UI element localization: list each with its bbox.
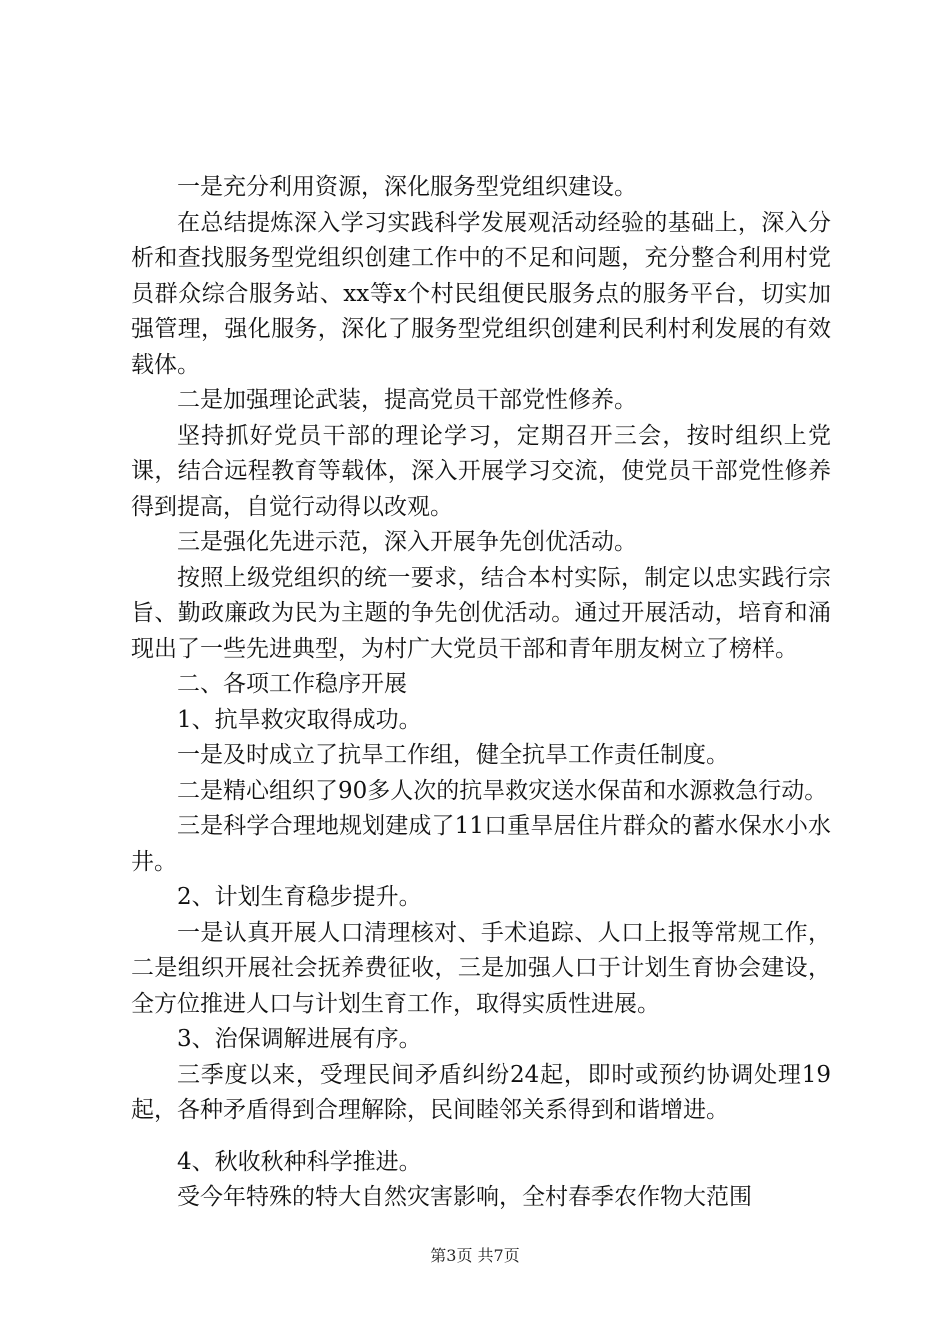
paragraph-12: 受今年特殊的特大自然灾害影响，全村春季农作物大范围 xyxy=(177,1184,752,1210)
section-heading-2: 二、各项工作稳序开展 xyxy=(177,671,407,697)
subheading-4: 4、秋收秋种科学推进。 xyxy=(177,1148,422,1175)
paragraph-1: 一是充分利用资源，深化服务型党组织建设。 xyxy=(177,174,637,200)
subheading-1: 1、抗旱救灾取得成功。 xyxy=(177,706,422,733)
subheading-2: 2、计划生育稳步提升。 xyxy=(177,884,422,910)
page-footer xyxy=(0,1243,950,1266)
paragraph-5: 三是强化先进示范，深入开展争先创优活动。 xyxy=(177,529,637,555)
paragraph-8: 二是精心组织了90多人次的抗旱救灾送水保苗和水源救急行动。 xyxy=(177,777,828,804)
paragraph-4: 坚持抓好党员干部的理论学习，定期召开三会，按时组织上党课，结合远程教育等载体，深入开展学习交流，使党员干部党性修养得到提高，自觉行动得以改观。 xyxy=(131,422,831,520)
paragraph-10: 一是认真开展人口清理核对、手术追踪、人口上报等常规工作，二是组织开展社会抚养费征收，三是加强人口于计划生育协会建设，全方位推进人口与计划生育工作，取得实质性进展。 xyxy=(131,919,831,1017)
paragraph-11: 三季度以来，受理民间矛盾纠纷24起，即时或预约协调处理19起，各种矛盾得到合理解除，民间睦邻关系得到和谐增进。 xyxy=(131,1061,831,1123)
page-number: 第3页 共7页 xyxy=(430,1246,520,1265)
paragraph-9: 三是科学合理地规划建成了11口重旱居住片群众的蓄水保水小水井。 xyxy=(131,813,831,875)
paragraph-3: 二是加强理论武装，提高党员干部党性修养。 xyxy=(177,387,637,413)
paragraph-2: 在总结提炼深入学习实践科学发展观活动经验的基础上，深入分析和查找服务型党组织创建工作中的不足和问题，充分整合利用村党员群众综合服务站、xx等x个村民组便民服务点的服务平台，切实加强管理，强化服务，深化了服务型党组织创建利民利村利发展的有效载体。 xyxy=(131,209,831,378)
document-body xyxy=(131,170,831,1216)
paragraph-7: 一是及时成立了抗旱工作组，健全抗旱工作责任制度。 xyxy=(177,742,729,768)
paragraph-6: 按照上级党组织的统一要求，结合本村实际，制定以忠实践行宗旨、勤政廉政为民为主题的争先创优活动。通过开展活动，培育和涌现出了一些先进典型，为村广大党员干部和青年朋友树立了榜样。 xyxy=(131,564,831,662)
subheading-3: 3、治保调解进展有序。 xyxy=(177,1026,422,1052)
